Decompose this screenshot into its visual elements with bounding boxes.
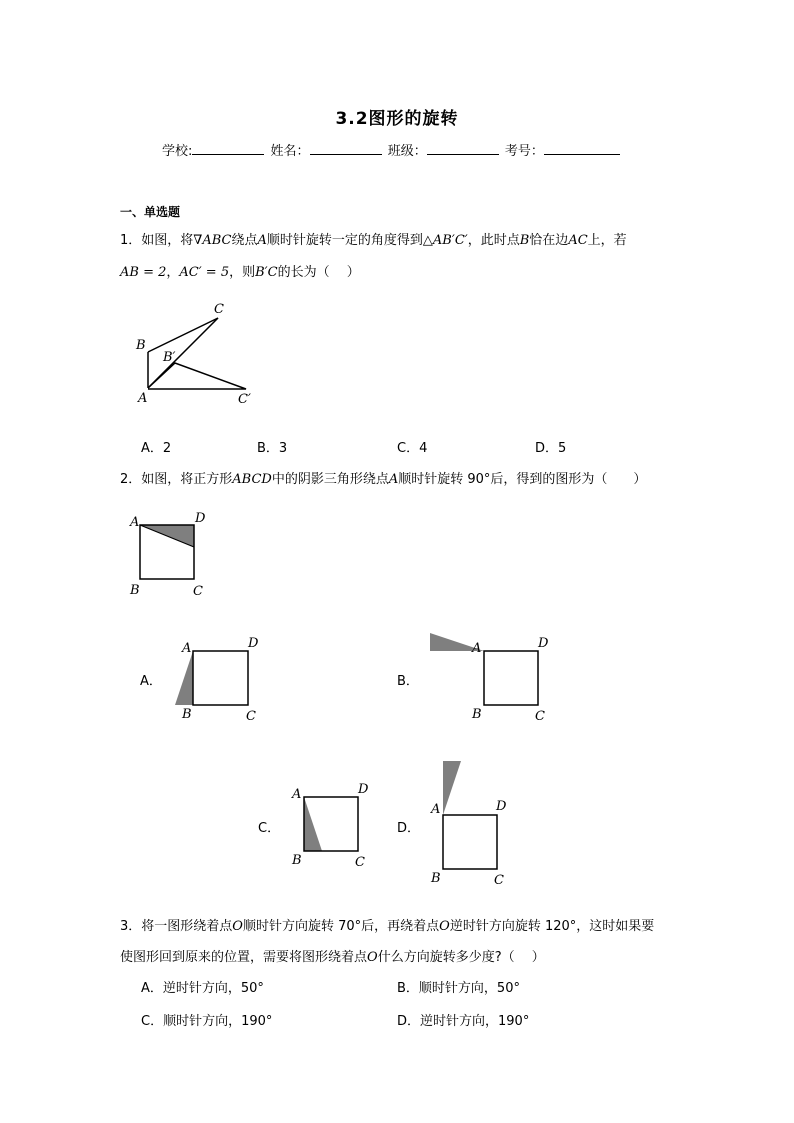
q3-option-b[interactable]: B．顺时针方向，50°	[397, 981, 520, 996]
q2-a-label-c: C	[246, 709, 256, 724]
q2-d-shade	[443, 761, 461, 815]
q2-main-label-b: B	[130, 583, 140, 598]
exam-no-label: 考号：	[504, 144, 544, 159]
name-label: 姓名：	[270, 144, 310, 159]
section-heading: 一、单选题	[120, 205, 181, 219]
q2-main-label-a: A	[130, 515, 140, 530]
q1-option-d[interactable]: D．5	[535, 441, 567, 456]
q2-d-label-c: C	[494, 873, 504, 888]
q2-b-label-b: B	[472, 707, 482, 722]
q1-line1: 1．如图，将∇ABC绕点A顺时针旋转一定的角度得到△AB′C′，此时点B恰在边AC上，若	[120, 233, 627, 248]
q2-a-label-d: D	[248, 636, 259, 651]
q1-option-c[interactable]: C．4	[397, 441, 428, 456]
q2-a-label-b: B	[182, 707, 192, 722]
q2-c-label-d: D	[358, 782, 369, 797]
q2-d-label-d: D	[496, 799, 507, 814]
page-title: 3.2图形的旋转	[335, 109, 459, 129]
class-label: 班级：	[387, 144, 427, 159]
q2-option-c-figure	[304, 797, 358, 851]
q2-d-label-a: A	[431, 802, 441, 817]
q2-a-shade	[175, 651, 193, 705]
q1-triangle-abc-prime	[148, 363, 246, 389]
q2-option-d-figure	[443, 761, 497, 869]
q3-line2: 使图形回到原来的位置，需要将图形绕着点O什么方向旋转多少度?（ ）	[120, 950, 545, 965]
q2-option-c[interactable]: C．	[258, 821, 281, 836]
q2-option-d[interactable]: D．	[397, 821, 421, 836]
q2-c-label-a: A	[292, 787, 302, 802]
q2-option-a[interactable]: A．	[140, 674, 162, 689]
q2-main-label-d: D	[195, 511, 206, 526]
q3-option-c[interactable]: C．顺时针方向，190°	[141, 1014, 273, 1029]
q2-option-b[interactable]: B．	[397, 674, 419, 689]
school-label: 学校:	[162, 144, 193, 159]
q2-option-b-figure	[430, 633, 538, 705]
q1-line2: AB = 2，AC′ = 5，则B′C的长为（ ）	[120, 265, 360, 280]
q1-label-b-prime: B′	[163, 350, 176, 365]
q2-b-label-d: D	[538, 636, 549, 651]
q1-option-b[interactable]: B．3	[257, 441, 288, 456]
q2-d-label-b: B	[431, 871, 441, 886]
q1-label-c-prime: C′	[238, 392, 251, 407]
q2-b-label-c: C	[535, 709, 545, 724]
q2-c-label-c: C	[355, 855, 365, 870]
q2-c-label-b: B	[292, 853, 302, 868]
q2-main-label-c: C	[193, 584, 203, 599]
q3-option-a[interactable]: A．逆时针方向，50°	[141, 981, 264, 996]
q3-line1: 3．将一图形绕着点O顺时针方向旋转 70°后，再绕着点O逆时针方向旋转 120°，这时如果要	[120, 919, 655, 934]
q2-c-shade	[304, 797, 322, 851]
q1-label-c: C	[214, 302, 224, 317]
q2-a-label-a: A	[182, 641, 192, 656]
q1-option-a[interactable]: A．2	[141, 441, 172, 456]
q2-stem: 2．如图，将正方形ABCD中的阴影三角形绕点A顺时针旋转 90°后，得到的图形为（ ）	[120, 472, 647, 487]
q1-label-b: B	[136, 338, 146, 353]
q2-main-figure	[140, 525, 194, 579]
q3-option-d[interactable]: D．逆时针方向，190°	[397, 1014, 530, 1029]
q2-option-a-figure	[175, 651, 248, 705]
q1-label-a: A	[138, 391, 148, 406]
q2-b-label-a: A	[472, 641, 482, 656]
